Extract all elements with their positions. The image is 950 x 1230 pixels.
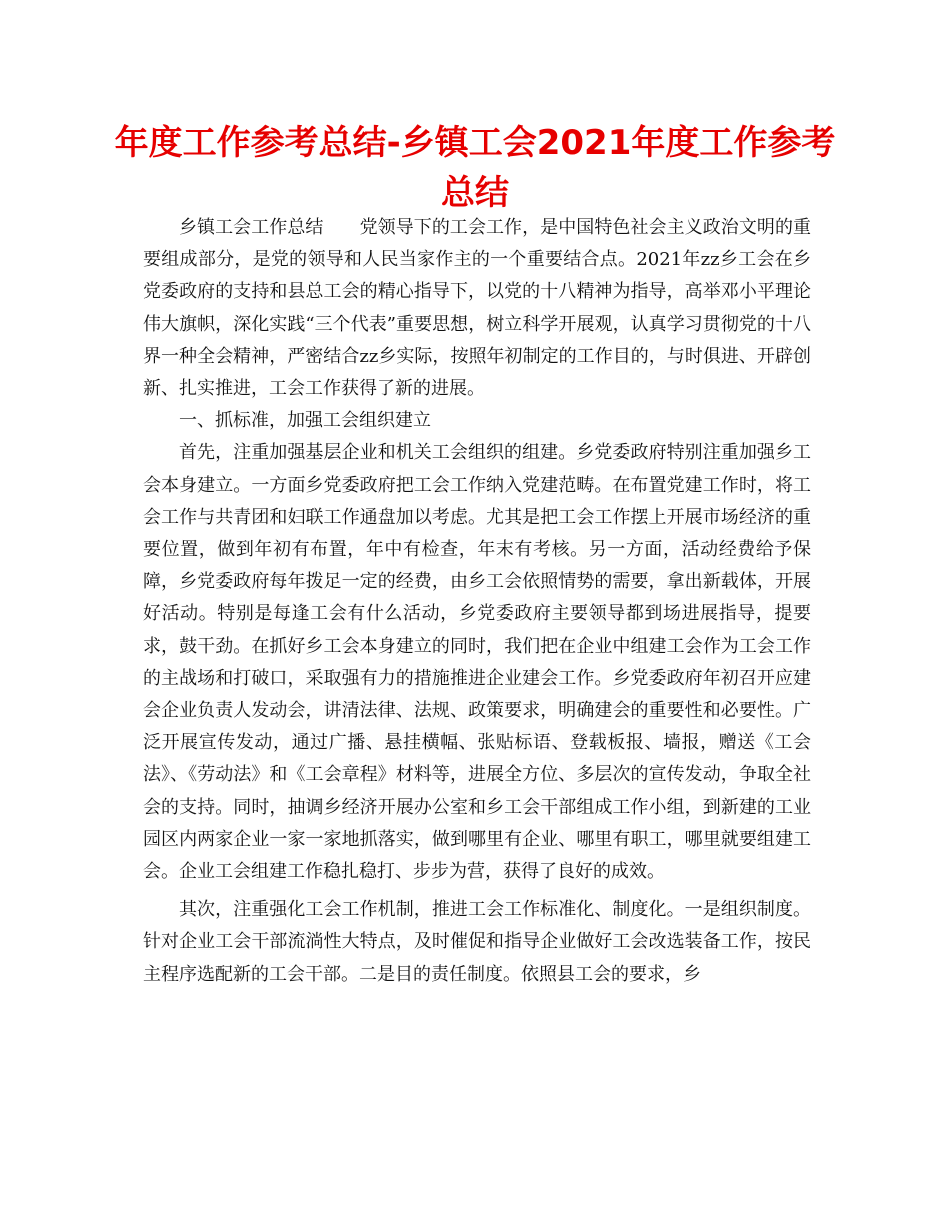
paragraph-second: 其次，注重强化工会工作机制，推进工会工作标准化、制度化。一是组织制度。针对企业工会干部流淌性大特点，及时催促和指导企业做好工会改选装备工作，按民主程序选配新的工会干部。二是目的责任制度。依照县工会的要求，乡 — [143, 899, 811, 985]
paragraph-intro: 乡镇工会工作总结 党领导下的工会工作，是中国特色社会主义政治文明的重要组成部分，是党的领导和人民当家作主的一个重要结合点。2021年zz乡工会在乡党委政府的支持和县总工会的精心指导下，以党的十八精神为指导，高举邓小平理论伟大旗帜，深化实践“三个代表”重要思想，树立科学开展观，认真学习贯彻党的十八界一种全会精神，严密结合zz乡实际，按照年初制定的工作目的，与时俱进、开辟创新、扎实推进，工会工作获得了新的进展。 — [143, 217, 811, 400]
document-title: 年度工作参考总结-乡镇工会2021年度工作参考总结 — [114, 123, 836, 213]
section-heading: 一、抓标准，加强工会组织建立 — [179, 410, 431, 432]
document-body — [143, 212, 811, 991]
paragraph-first: 首先，注重加强基层企业和机关工会组织的组建。乡党委政府特别注重加强乡工会本身建立。一方面乡党委政府把工会工作纳入党建范畴。在布置党建工作时，将工会工作与共青团和妇联工作通盘加以考虑。尤其是把工会工作摆上开展市场经济的重要位置，做到年初有布置，年中有检查，年末有考核。另一方面，活动经费给予保障，乡党委政府每年拨足一定的经费，由乡工会依照情势的需要，拿出新载体，开展好活动。特别是每逢工会有什么活动，乡党委政府主要领导都到场进展指导，提要求，鼓干劲。在抓好乡工会本身建立的同时，我们把在企业中组建工会作为工会工作的主战场和打破口，采取强有力的措施推进企业建会工作。乡党委政府年初召开应建会企业负责人发动会，讲清法律、法规、政策要求，明确建会的重要性和必要性。广泛开展宣传发动，通过广播、悬挂横幅、张贴标语、登载板报、墙报，赠送《工会法》、《劳动法》和《工会章程》材料等，进展全方位、多层次的宣传发动，争取全社会的支持。同时，抽调乡经济开展办公室和乡工会干部组成工作小组，到新建的工业园区内两家企业一家一家地抓落实，做到哪里有企业、哪里有职工，哪里就要组建工会。企业工会组建工作稳扎稳打、步步为营，获得了良好的成效。 — [143, 442, 811, 883]
